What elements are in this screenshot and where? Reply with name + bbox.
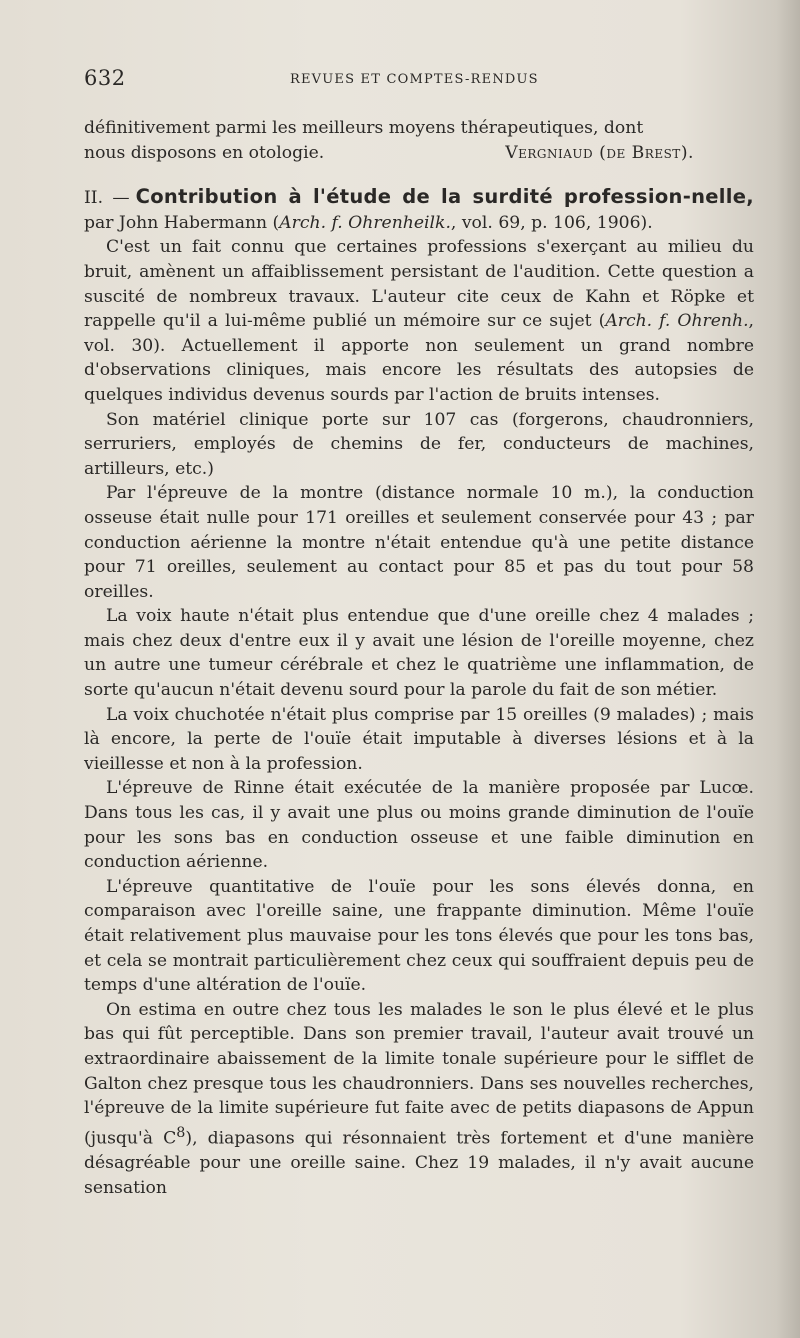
paragraph-text: , vol. 30). Actuellement il apporte non seulement un grand nombre d'observations cliniques, mais encore les résultats des autopsies de quelques individus devenus sourds par l'action de bruits intenses.	[84, 311, 755, 405]
paragraph	[84, 998, 754, 1200]
closing-text: définitivement parmi les meilleurs moyens thérapeutiques, dont	[84, 118, 644, 138]
article-number: II. —	[84, 188, 130, 209]
closing-text-2: nous disposons en otologie.	[84, 142, 325, 163]
paragraph: Par l'épreuve de la montre (distance normale 10 m.), la conduction osseuse était nulle pour 171 oreilles et seulement conservée pour 43 ; par conduction aérienne la montre n'était entendue qu'à une petite distance pour 71 oreilles, seulement au contact pour 85 et pas du tout pour 58 oreilles.	[84, 483, 754, 602]
paragraph	[84, 235, 754, 407]
paragraph: La voix chuchotée n'était plus comprise par 15 oreilles (9 malades) ; mais là encore, la perte de l'ouïe était imputable à diverses lésions et à la vieillesse et non à la profession.	[84, 704, 754, 774]
closing-line	[84, 141, 754, 166]
paragraph-text: C'est un fait connu que certaines professions s'exerçant au milieu du bruit, amènent un affaiblissement persistant de l'audition. Cette question a suscité de nombreux travaux. L'auteur cite ceux de Kahn et Röpke et rappelle qu'il a lui-même publié un mémoire sur ce sujet (	[84, 237, 754, 332]
article-citation: , vol. 69, p. 106, 1906).	[450, 212, 653, 233]
article-journal: Arch. f. Ohrenheilk.	[279, 212, 451, 233]
page-header	[84, 66, 754, 96]
paragraph: L'épreuve quantitative de l'ouïe pour les sons élevés donna, en comparaison avec l'oreille saine, une frappante diminution. Même l'ouïe était relativement plus mauvaise pour les tons élevés que pour les tons bas, et cela se montrait particulièrement chez ceux qui souffraient depuis peu de temps d'une altération de l'ouïe.	[84, 876, 754, 996]
reviewer-signature: Vergniaud (de Brest).	[505, 142, 694, 163]
body-text	[84, 116, 754, 1200]
previous-review-closing	[84, 116, 754, 165]
article-heading	[84, 185, 754, 235]
paragraph: La voix haute n'était plus entendue que d'une oreille chez 4 malades ; mais chez deux d'entre eux il y avait une lésion de l'oreille moyenne, chez un autre une tumeur cérébrale et chez le quatrième une inflammation, de sorte qu'aucun n'était devenu sourd pour la parole du fait de son métier.	[84, 606, 754, 701]
octave-superscript: 8	[176, 1124, 186, 1141]
paragraph-text: On estima en outre chez tous les malades le son le plus élevé et le plus bas qui fût perceptible. Dans son premier travail, l'auteur avait trouvé un extraordinaire abaissement de la limite tonale supérieure pour le sifflet de Galton chez presque tous les chaudronniers. Dans ses nouvelles recherches, l'épreuve de la limite supérieure fut faite avec de petits diapasons de Appun (jusqu'à C	[84, 999, 754, 1149]
running-head: REVUES ET COMPTES-RENDUS	[290, 72, 539, 87]
page-number: 632	[84, 66, 126, 90]
article-author: par John Habermann (	[84, 212, 280, 233]
paragraph-text: ), diapasons qui résonnaient très fortement et d'une manière désagréable pour une oreille saine. Chez 19 malades, il n'y avait aucune sensation	[84, 1128, 754, 1198]
paragraph: L'épreuve de Rinne était exécutée de la manière proposée par Lucœ. Dans tous les cas, il y avait une plus ou moins grande diminution de l'ouïe pour les sons bas en conduction osseuse et une faible diminution en conduction aérienne.	[84, 778, 754, 873]
article-title: Contribution à l'étude de la surdité profession-nelle,	[135, 185, 755, 209]
paragraph: Son matériel clinique porte sur 107 cas (forgerons, chaudronniers, serruriers, employés de chemins de fer, conducteurs de machines, artilleurs, etc.)	[84, 409, 754, 479]
journal-reference: Arch. f. Ohrenh.	[605, 311, 749, 332]
